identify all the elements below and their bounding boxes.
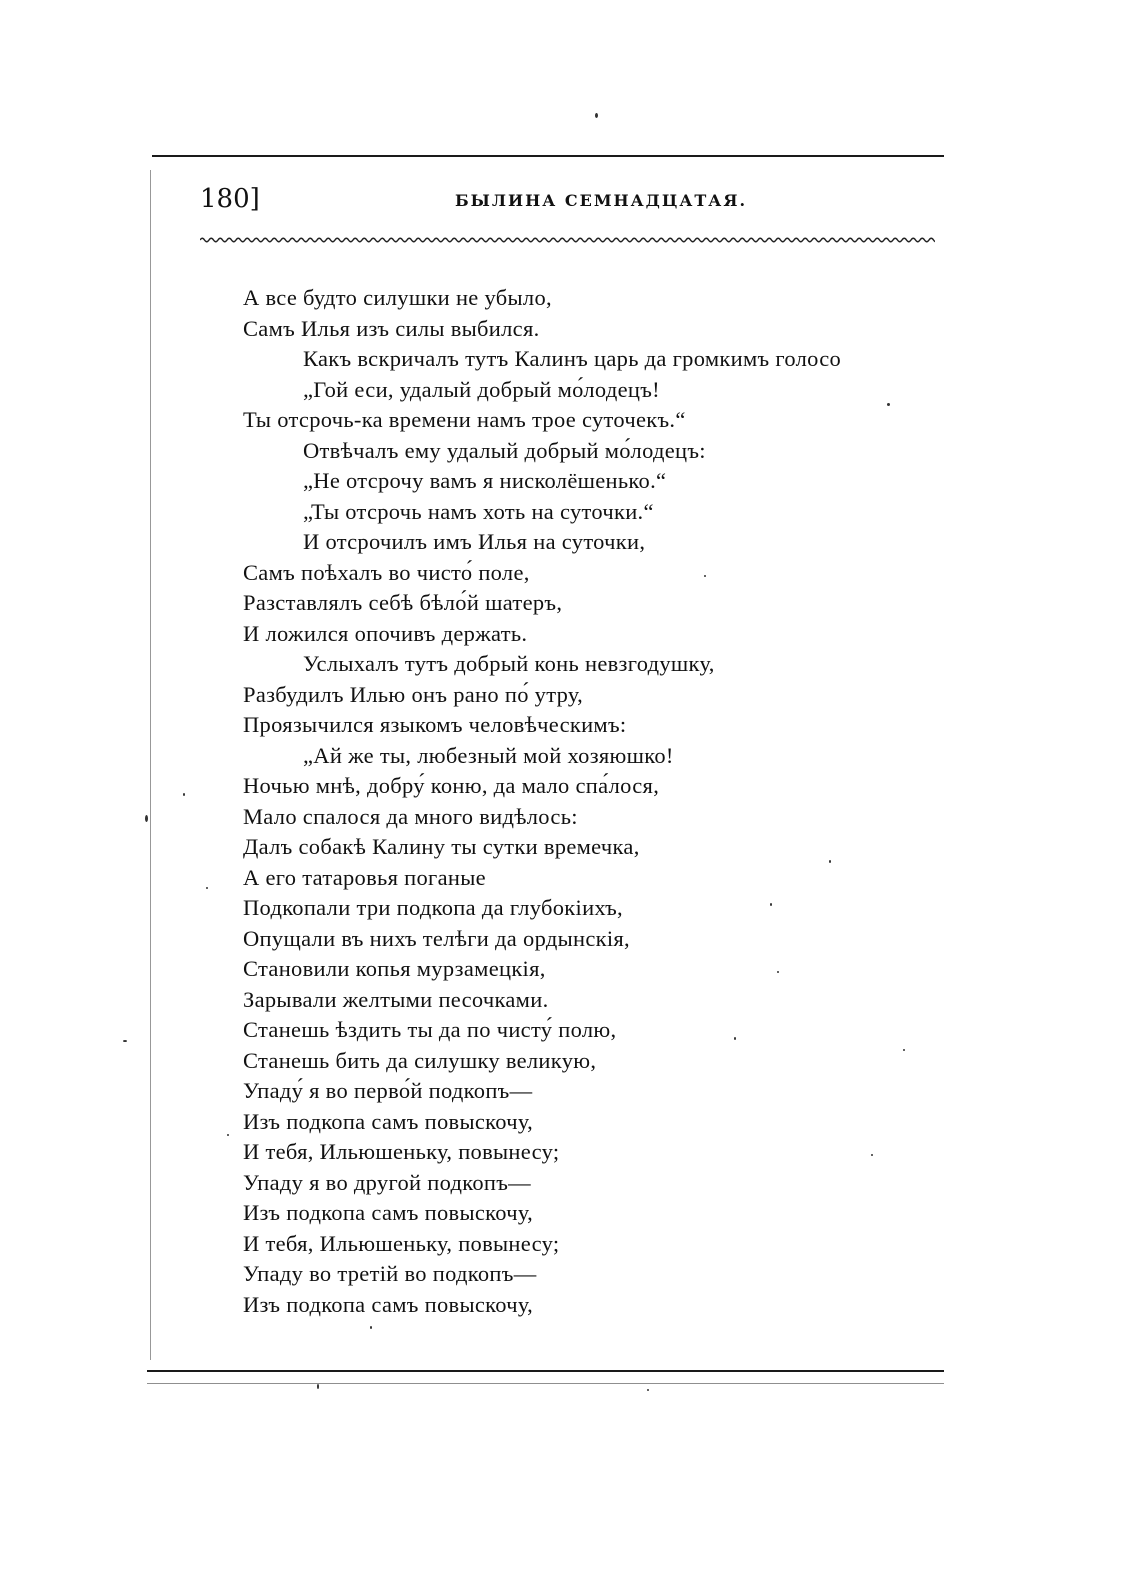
verse-line: И тебя, Ильюшеньку, повынесу; [243,1139,560,1164]
verse-line: Изъ подкопа самъ повыскочу, [243,1291,534,1317]
scan-speck [123,1040,127,1042]
verse-line: Разставлялъ себѣ бѣло́й шатеръ, [243,590,563,615]
verse-line: Упаду́ я во перво́й подкопъ— [243,1078,533,1103]
verse-line: Упаду во третій во подкопъ— [243,1261,537,1286]
verse-line: Станешь бить да силушку великую, [243,1047,597,1073]
scan-speck [595,113,598,118]
scan-speck [704,575,706,577]
running-title: БЫЛИНА СЕМНАДЦАТАЯ. [455,191,748,210]
verse-line: Самъ поѣхалъ во чисто́ поле, [243,559,530,585]
scan-speck [734,1037,736,1040]
verse-line: Отвѣчалъ ему удалый добрый мо́лодецъ: [303,437,706,463]
verse-line: Самъ Илья изъ силы выбился. [243,315,540,341]
verse-line: „Гой еси, удалый добрый мо́лодецъ! [303,376,660,402]
scan-speck [777,971,779,973]
verse-line: Мало спалося да много видѣлось: [243,803,578,829]
verse-line: „Ты отсрочь намъ хоть на суточки.“ [303,498,654,524]
scan-speck [829,860,831,863]
verse-text [243,283,963,1320]
verse-line: Упаду я во другой подкопъ— [243,1169,531,1195]
scan-speck [770,903,772,906]
scan-speck [871,1154,873,1156]
verse-line: „Не отсрочу вамъ я нисколёшенько.“ [303,468,667,493]
verse-line: Становили копья мурзамецкія, [243,956,546,981]
verse-line: Какъ вскричалъ тутъ Калинъ царь да громкимъ голосо [303,346,842,371]
verse-line: Изъ подкопа самъ повыскочу, [243,1108,534,1134]
verse-line: Разбудилъ Илью онъ рано по́ утру, [243,681,584,707]
verse-line: „Ай же ты, любезный мой хозяюшко! [303,742,674,768]
verse-line: Подкопали три подкопа да глубокіихъ, [243,895,623,920]
verse-line: Станешь ѣздить ты да по чисту́ полю, [243,1017,617,1042]
wavy-ornament-divider [200,232,935,248]
verse-line: И ложился опочивъ держать. [243,620,528,646]
top-rule [152,155,944,157]
verse-line: Далъ собакѣ Калину ты сутки времечка, [243,834,640,859]
scan-speck [903,1049,905,1051]
verse-line: Зарывали желтыми песочками. [243,986,549,1012]
scan-speck [317,1384,319,1389]
scan-speck [647,1389,649,1391]
scan-speck [227,1134,229,1136]
verse-line: Услыхалъ тутъ добрый конь невзгодушку, [303,651,715,676]
scan-speck [183,793,185,796]
left-margin-rule [150,170,151,1360]
verse-line: А все будто силушки не убыло, [243,285,552,310]
verse-line: Проязычился языкомъ человѣческимъ: [243,712,627,737]
verse-line: А его татаровья поганые [243,864,486,890]
verse-line: Ночью мнѣ, добру́ коню, да мало спа́лося, [243,773,660,798]
bottom-rule [147,1370,944,1372]
page-number: 180] [200,184,260,214]
verse-line: Ты отсрочь-ка времени намъ трое суточекъ.“ [243,407,686,432]
verse-line: И отсрочилъ имъ Илья на суточки, [303,529,646,554]
verse-line: Изъ подкопа самъ повыскочу, [243,1200,534,1225]
verse-line: Опущали въ нихъ телѣги да ордынскія, [243,925,630,951]
scan-speck [370,1326,372,1329]
bottom-rule-thin [147,1383,944,1384]
scan-speck [887,403,890,406]
scan-speck [206,887,208,889]
scan-speck [145,815,148,822]
verse-line: И тебя, Ильюшеньку, повынесу; [243,1230,560,1256]
